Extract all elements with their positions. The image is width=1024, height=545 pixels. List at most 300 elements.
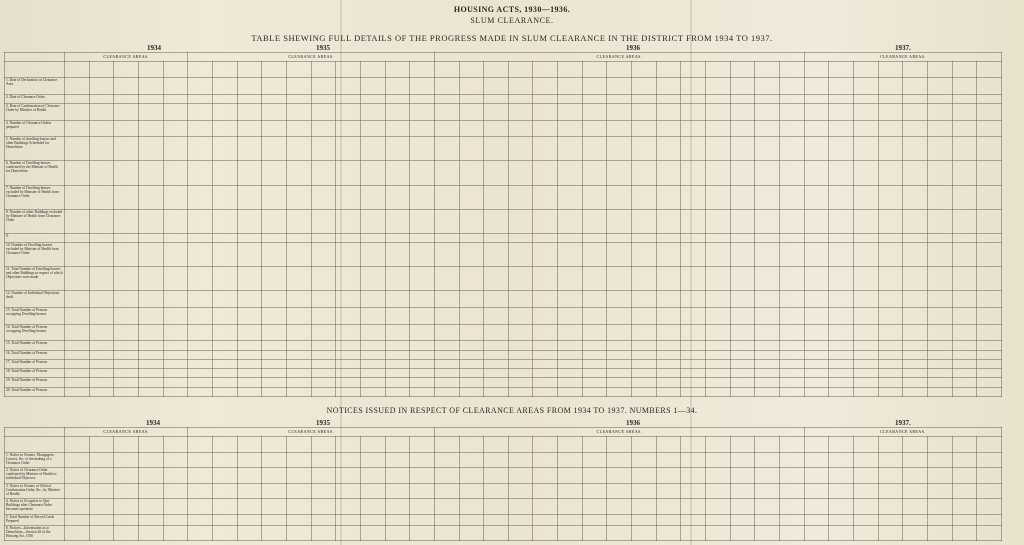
data-cell xyxy=(262,267,287,291)
data-cell xyxy=(237,525,262,541)
data-cell xyxy=(138,378,163,387)
data-cell xyxy=(360,94,385,103)
data-cell xyxy=(163,120,188,137)
data-cell xyxy=(65,209,90,233)
column-header xyxy=(89,437,114,453)
data-cell xyxy=(829,324,854,341)
data-cell xyxy=(804,453,829,468)
data-cell xyxy=(804,137,829,161)
data-cell xyxy=(607,233,632,242)
data-cell xyxy=(286,341,311,350)
data-cell xyxy=(459,103,484,120)
data-cell xyxy=(434,94,459,103)
data-cell xyxy=(336,137,361,161)
column-header xyxy=(755,62,780,78)
data-cell xyxy=(656,387,681,396)
data-cell xyxy=(484,525,509,541)
data-cell xyxy=(336,233,361,242)
table-row xyxy=(5,514,1002,525)
column-header xyxy=(533,62,558,78)
data-cell xyxy=(632,291,657,308)
data-cell xyxy=(755,483,780,498)
data-cell xyxy=(336,307,361,324)
data-cell xyxy=(188,78,213,95)
data-cell xyxy=(212,324,237,341)
notices-table xyxy=(4,427,1002,541)
data-cell xyxy=(138,267,163,291)
data-cell xyxy=(237,120,262,137)
data-cell xyxy=(410,94,435,103)
data-cell xyxy=(114,78,139,95)
data-cell xyxy=(878,468,903,483)
data-cell xyxy=(311,525,336,541)
data-cell xyxy=(730,468,755,483)
column-header xyxy=(89,62,114,78)
data-cell xyxy=(459,324,484,341)
data-cell xyxy=(780,267,805,291)
data-cell xyxy=(607,514,632,525)
data-cell xyxy=(114,185,139,209)
data-cell xyxy=(89,525,114,541)
data-cell xyxy=(434,78,459,95)
data-cell xyxy=(138,387,163,396)
data-cell xyxy=(410,209,435,233)
data-cell xyxy=(410,137,435,161)
data-cell xyxy=(681,243,706,267)
data-cell xyxy=(952,103,977,120)
column-header xyxy=(804,62,829,78)
data-cell xyxy=(854,267,879,291)
data-cell xyxy=(558,120,583,137)
data-cell xyxy=(927,137,952,161)
data-cell xyxy=(311,291,336,308)
data-cell xyxy=(607,120,632,137)
data-cell xyxy=(706,291,731,308)
data-cell xyxy=(582,499,607,514)
data-cell xyxy=(114,514,139,525)
data-cell xyxy=(385,324,410,341)
data-cell xyxy=(927,307,952,324)
data-cell xyxy=(286,185,311,209)
data-cell xyxy=(632,350,657,359)
data-cell xyxy=(533,453,558,468)
data-cell xyxy=(977,341,1002,350)
data-cell xyxy=(755,514,780,525)
data-cell xyxy=(434,233,459,242)
column-header xyxy=(681,62,706,78)
column-header xyxy=(829,62,854,78)
column-header xyxy=(804,437,829,453)
data-cell xyxy=(385,341,410,350)
data-cell xyxy=(607,137,632,161)
data-cell xyxy=(780,291,805,308)
data-cell xyxy=(336,350,361,359)
data-cell xyxy=(927,267,952,291)
data-cell xyxy=(484,307,509,324)
row-label: 6. Notices—Information as to Demolition—Section 26 of the Housing Act, 1936 xyxy=(5,525,65,541)
data-cell xyxy=(730,359,755,368)
data-cell xyxy=(878,233,903,242)
data-cell xyxy=(706,369,731,378)
data-cell xyxy=(582,78,607,95)
data-cell xyxy=(558,243,583,267)
data-cell xyxy=(434,359,459,368)
data-cell xyxy=(755,120,780,137)
data-cell xyxy=(681,350,706,359)
data-cell xyxy=(878,94,903,103)
table-row xyxy=(5,267,1002,291)
data-cell xyxy=(854,243,879,267)
data-cell xyxy=(977,233,1002,242)
data-cell xyxy=(65,369,90,378)
data-cell xyxy=(138,499,163,514)
data-cell xyxy=(508,103,533,120)
data-cell xyxy=(755,161,780,185)
data-cell xyxy=(434,525,459,541)
data-cell xyxy=(730,291,755,308)
column-header xyxy=(188,62,213,78)
data-cell xyxy=(212,387,237,396)
data-cell xyxy=(311,324,336,341)
data-cell xyxy=(903,243,928,267)
data-cell xyxy=(780,350,805,359)
data-cell xyxy=(89,161,114,185)
data-cell xyxy=(360,120,385,137)
data-cell xyxy=(780,525,805,541)
data-cell xyxy=(681,369,706,378)
data-cell xyxy=(360,78,385,95)
table-row xyxy=(5,341,1002,350)
data-cell xyxy=(558,137,583,161)
data-cell xyxy=(755,137,780,161)
data-cell xyxy=(65,291,90,308)
column-header xyxy=(977,437,1002,453)
data-cell xyxy=(237,359,262,368)
data-cell xyxy=(706,324,731,341)
year-label: 1937. xyxy=(895,419,911,427)
data-cell xyxy=(163,324,188,341)
data-cell xyxy=(854,78,879,95)
data-cell xyxy=(780,387,805,396)
data-cell xyxy=(163,359,188,368)
data-cell xyxy=(508,161,533,185)
data-cell xyxy=(952,341,977,350)
table-row xyxy=(5,120,1002,137)
data-cell xyxy=(656,525,681,541)
data-cell xyxy=(484,499,509,514)
data-cell xyxy=(410,267,435,291)
data-cell xyxy=(780,185,805,209)
data-cell xyxy=(508,369,533,378)
column-header xyxy=(459,62,484,78)
row-label: 1. Date of Declaration of Clearance Area xyxy=(5,78,65,95)
data-cell xyxy=(607,525,632,541)
data-cell xyxy=(138,483,163,498)
data-cell xyxy=(262,341,287,350)
data-cell xyxy=(212,291,237,308)
data-cell xyxy=(484,185,509,209)
data-cell xyxy=(508,185,533,209)
data-cell xyxy=(385,468,410,483)
data-cell xyxy=(138,243,163,267)
row-label: 5. Number of dwelling-houses and other Buildings Scheduled for Demolition xyxy=(5,137,65,161)
data-cell xyxy=(533,378,558,387)
data-cell xyxy=(484,324,509,341)
data-cell xyxy=(927,378,952,387)
data-cell xyxy=(385,243,410,267)
column-header xyxy=(360,62,385,78)
data-cell xyxy=(632,453,657,468)
data-cell xyxy=(582,103,607,120)
data-cell xyxy=(89,468,114,483)
data-cell xyxy=(755,103,780,120)
data-cell xyxy=(780,359,805,368)
data-cell xyxy=(854,307,879,324)
data-cell xyxy=(360,233,385,242)
data-cell xyxy=(212,137,237,161)
data-cell xyxy=(65,103,90,120)
data-cell xyxy=(780,341,805,350)
data-cell xyxy=(237,514,262,525)
data-cell xyxy=(262,514,287,525)
data-cell xyxy=(188,483,213,498)
data-cell xyxy=(188,387,213,396)
data-cell xyxy=(89,499,114,514)
data-cell xyxy=(89,378,114,387)
table-row xyxy=(5,499,1002,514)
data-cell xyxy=(952,233,977,242)
data-cell xyxy=(656,359,681,368)
data-cell xyxy=(459,307,484,324)
data-cell xyxy=(410,350,435,359)
data-cell xyxy=(360,209,385,233)
data-cell xyxy=(656,78,681,95)
column-header xyxy=(656,62,681,78)
data-cell xyxy=(508,387,533,396)
data-cell xyxy=(878,525,903,541)
data-cell xyxy=(854,94,879,103)
data-cell xyxy=(65,359,90,368)
column-header xyxy=(582,437,607,453)
data-cell xyxy=(755,387,780,396)
table-row xyxy=(5,525,1002,541)
data-cell xyxy=(854,185,879,209)
data-cell xyxy=(188,137,213,161)
data-cell xyxy=(927,324,952,341)
data-cell xyxy=(410,525,435,541)
data-cell xyxy=(114,161,139,185)
data-cell xyxy=(607,468,632,483)
data-cell xyxy=(385,483,410,498)
data-cell xyxy=(582,291,607,308)
data-cell xyxy=(681,161,706,185)
data-cell xyxy=(163,307,188,324)
data-cell xyxy=(533,307,558,324)
column-header xyxy=(533,437,558,453)
data-cell xyxy=(138,359,163,368)
data-cell xyxy=(410,243,435,267)
data-cell xyxy=(927,453,952,468)
data-cell xyxy=(681,324,706,341)
data-cell xyxy=(138,453,163,468)
column-header xyxy=(65,437,90,453)
data-cell xyxy=(89,78,114,95)
data-cell xyxy=(903,483,928,498)
row-label: 11. Total Number of Dwelling-houses and other Buildings in respect of which Objections were made xyxy=(5,267,65,291)
data-cell xyxy=(410,103,435,120)
data-cell xyxy=(977,307,1002,324)
column-header xyxy=(188,437,213,453)
data-cell xyxy=(755,359,780,368)
data-cell xyxy=(212,499,237,514)
data-cell xyxy=(163,499,188,514)
data-cell xyxy=(508,359,533,368)
table-row xyxy=(5,94,1002,103)
data-cell xyxy=(114,359,139,368)
data-cell xyxy=(829,499,854,514)
data-cell xyxy=(114,525,139,541)
data-cell xyxy=(829,369,854,378)
data-cell xyxy=(533,185,558,209)
data-cell xyxy=(804,324,829,341)
data-cell xyxy=(730,525,755,541)
column-header xyxy=(854,437,879,453)
data-cell xyxy=(360,387,385,396)
data-cell xyxy=(114,94,139,103)
data-cell xyxy=(706,387,731,396)
data-cell xyxy=(730,209,755,233)
data-cell xyxy=(977,209,1002,233)
data-cell xyxy=(385,307,410,324)
table-row xyxy=(5,350,1002,359)
data-cell xyxy=(410,359,435,368)
data-cell xyxy=(780,137,805,161)
row-label: 5. Total Number of Record Cards Prepared xyxy=(5,514,65,525)
data-cell xyxy=(977,291,1002,308)
data-cell xyxy=(977,120,1002,137)
data-cell xyxy=(311,369,336,378)
data-cell xyxy=(508,94,533,103)
data-cell xyxy=(681,514,706,525)
data-cell xyxy=(484,369,509,378)
data-cell xyxy=(286,468,311,483)
data-cell xyxy=(459,233,484,242)
data-cell xyxy=(360,359,385,368)
data-cell xyxy=(582,341,607,350)
data-cell xyxy=(508,483,533,498)
data-cell xyxy=(755,307,780,324)
data-cell xyxy=(385,103,410,120)
data-cell xyxy=(878,324,903,341)
data-cell xyxy=(336,78,361,95)
data-cell xyxy=(952,369,977,378)
data-cell xyxy=(163,161,188,185)
data-cell xyxy=(237,468,262,483)
data-cell xyxy=(508,267,533,291)
data-cell xyxy=(632,341,657,350)
data-cell xyxy=(114,137,139,161)
data-cell xyxy=(237,341,262,350)
data-cell xyxy=(977,499,1002,514)
data-cell xyxy=(114,209,139,233)
data-cell xyxy=(977,468,1002,483)
data-cell xyxy=(286,369,311,378)
data-cell xyxy=(927,369,952,378)
data-cell xyxy=(114,307,139,324)
data-cell xyxy=(878,453,903,468)
data-cell xyxy=(582,243,607,267)
data-cell xyxy=(237,324,262,341)
data-cell xyxy=(385,120,410,137)
data-cell xyxy=(632,185,657,209)
data-cell xyxy=(138,120,163,137)
data-cell xyxy=(212,378,237,387)
data-cell xyxy=(262,137,287,161)
data-cell xyxy=(829,291,854,308)
data-cell xyxy=(89,103,114,120)
data-cell xyxy=(508,291,533,308)
area-caption: CLEARANCE AREAS. xyxy=(188,53,435,62)
data-cell xyxy=(558,103,583,120)
data-cell xyxy=(385,514,410,525)
column-header xyxy=(410,437,435,453)
data-cell xyxy=(459,120,484,137)
data-cell xyxy=(434,499,459,514)
row-label: 16. Total Number of Persons xyxy=(5,350,65,359)
data-cell xyxy=(237,209,262,233)
data-cell xyxy=(360,525,385,541)
data-cell xyxy=(632,233,657,242)
data-cell xyxy=(952,78,977,95)
data-cell xyxy=(878,161,903,185)
data-cell xyxy=(730,161,755,185)
data-cell xyxy=(780,307,805,324)
data-cell xyxy=(459,387,484,396)
data-cell xyxy=(558,233,583,242)
data-cell xyxy=(854,137,879,161)
data-cell xyxy=(681,209,706,233)
data-cell xyxy=(804,499,829,514)
data-cell xyxy=(829,267,854,291)
data-cell xyxy=(262,499,287,514)
column-header xyxy=(138,62,163,78)
data-cell xyxy=(286,350,311,359)
data-cell xyxy=(212,267,237,291)
data-cell xyxy=(804,468,829,483)
data-cell xyxy=(558,161,583,185)
data-cell xyxy=(903,233,928,242)
data-cell xyxy=(262,78,287,95)
data-cell xyxy=(582,468,607,483)
data-cell xyxy=(607,103,632,120)
data-cell xyxy=(607,324,632,341)
data-cell xyxy=(311,120,336,137)
data-cell xyxy=(311,468,336,483)
data-cell xyxy=(780,233,805,242)
data-cell xyxy=(780,483,805,498)
column-header xyxy=(114,62,139,78)
data-cell xyxy=(188,369,213,378)
area-caption: CLEARANCE AREAS. xyxy=(434,53,804,62)
data-cell xyxy=(311,359,336,368)
area-caption: CLEARANCE AREAS. xyxy=(434,428,804,437)
data-cell xyxy=(927,359,952,368)
data-cell xyxy=(163,514,188,525)
data-cell xyxy=(681,453,706,468)
data-cell xyxy=(755,369,780,378)
data-cell xyxy=(804,378,829,387)
data-cell xyxy=(459,267,484,291)
